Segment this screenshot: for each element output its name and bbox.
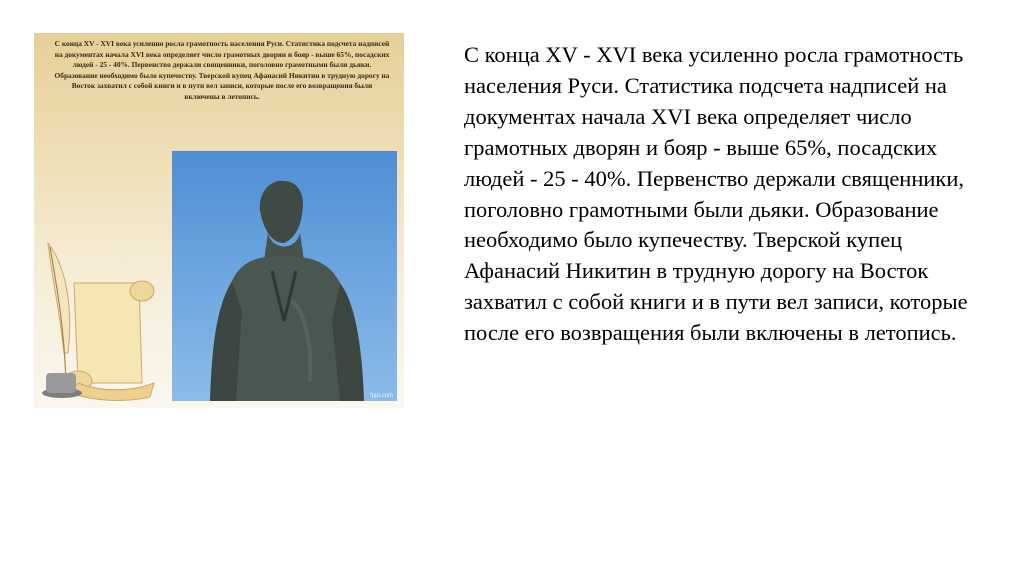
- monument-statue-icon: [172, 151, 397, 401]
- illustration-caption: С конца XV - XVI века усиленно росла грамотность населения Руси. Статистика подсчета надписей на документах начала XVI века определяет число грамотных дворян и бояр - выше 65%, посадских людей - 25 - 40%. Первенство держали священники, поголовно грамотными были дьяки. Образование необходимо было купечеству. Тверской купец Афанасий Никитин в трудную дорогу на Восток захватил с собой книги и в пути вел записи, которые после его возвращения были включены в летопись.: [54, 39, 390, 101]
- illustration-panel: [34, 33, 404, 408]
- scroll-quill-icon: [34, 233, 174, 403]
- body-text: С конца XV - XVI века усиленно росла грамотность населения Руси. Статистика подсчета надписей на документах начала XVI века определяет число грамотных дворян и бояр - выше 65%, посадских людей - 25 - 40%. Первенство держали священники, поголовно грамотными были дьяки. Образование необходимо было купечеству. Тверской купец Афанасий Никитин в трудную дорогу на Восток захватил с собой книги и в пути вел записи, которые после его возвращения были включены в летопись.: [464, 42, 968, 346]
- monument-photo: [172, 151, 397, 401]
- photo-credit: fppt.com: [369, 393, 393, 399]
